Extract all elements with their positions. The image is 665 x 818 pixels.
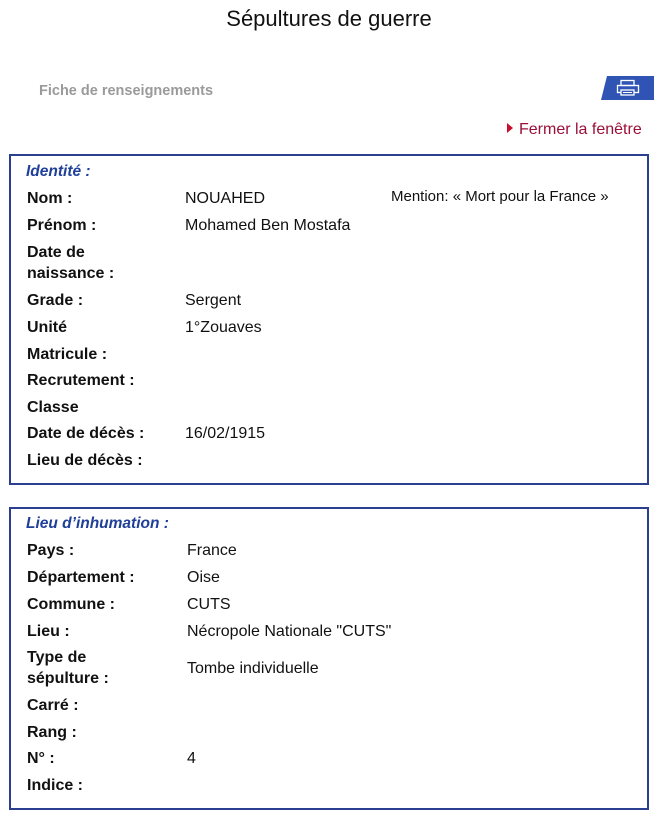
row-value: Tombe individuelle <box>187 660 319 677</box>
lieu-heading: Lieu d’inhumation : <box>26 515 169 532</box>
row-label: Pays : <box>27 542 75 559</box>
row-label: Matricule : <box>27 346 108 363</box>
mention-text: Mention: « Mort pour la France » <box>391 188 609 205</box>
triangle-right-icon <box>507 123 513 133</box>
row-label <box>27 647 109 689</box>
close-window-label: Fermer la fenêtre <box>519 121 642 138</box>
row-value: NOUAHED <box>185 190 266 207</box>
row-value: CUTS <box>187 596 231 613</box>
row-label-line: naissance : <box>27 265 115 282</box>
row-label: Grade : <box>27 292 84 309</box>
row-label: Prénom : <box>27 217 97 234</box>
row-label-line: sépulture : <box>27 670 109 687</box>
row-label: Classe <box>27 399 79 416</box>
identite-panel <box>9 154 649 485</box>
row-label-line: Date de <box>27 244 85 261</box>
row-label: Rang : <box>27 724 77 741</box>
fiche-subtitle: Fiche de renseignements <box>39 83 214 99</box>
row-value: 16/02/1915 <box>185 425 266 442</box>
row-label-line: Type de <box>27 649 87 666</box>
print-button[interactable] <box>601 76 654 100</box>
row-label: Recrutement : <box>27 372 135 389</box>
row-value: Sergent <box>185 292 242 309</box>
row-label: Commune : <box>27 596 115 613</box>
row-value: Oise <box>187 569 220 586</box>
row-value: France <box>187 542 237 559</box>
row-value: 1°Zouaves <box>185 319 262 336</box>
lieu-inhumation-panel <box>9 507 649 810</box>
row-label: Lieu de décès : <box>27 452 143 469</box>
row-label: Date de décès : <box>27 425 145 442</box>
row-label: Unité <box>27 319 67 336</box>
row-label: Nom : <box>27 190 73 207</box>
row-value: Nécropole Nationale "CUTS" <box>187 623 392 640</box>
row-label: N° : <box>27 750 55 767</box>
page-title: Sépultures de guerre <box>226 6 432 31</box>
row-label: Carré : <box>27 697 79 714</box>
row-label: Département : <box>27 569 135 586</box>
identite-heading: Identité : <box>26 163 91 180</box>
row-label <box>27 242 114 284</box>
row-label: Lieu : <box>27 623 70 640</box>
printer-icon <box>601 76 654 100</box>
row-label: Indice : <box>27 777 84 794</box>
row-value: 4 <box>187 750 196 767</box>
row-value: Mohamed Ben Mostafa <box>185 217 351 234</box>
close-window-link[interactable] <box>507 121 642 139</box>
